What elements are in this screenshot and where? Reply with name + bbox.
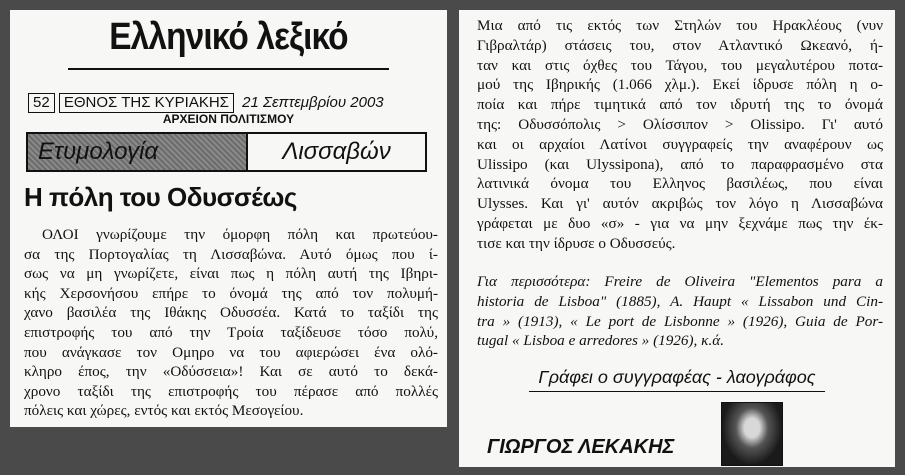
text-line: Γιβραλτάρ) στάσεις του, στον Ατλαντικό Ωκεανό, ή- bbox=[477, 36, 883, 54]
text-line: ποία και πήρε τιμητικά από τον ιδρυτή της το όνομά bbox=[477, 96, 883, 114]
right-column bbox=[459, 10, 895, 467]
text-line: επιστροφής του από την Τροία ταξίδευσε τόσο πολύ, bbox=[24, 323, 438, 341]
title-divider bbox=[68, 68, 389, 70]
text-line: χρονο ταξίδι της επιστροφής του πέρασε από πολλές bbox=[24, 382, 438, 400]
references bbox=[477, 272, 883, 351]
text-line: κληρο έπος, την «Οδύσσεια»! Και σε αυτό το δεκά- bbox=[24, 363, 438, 381]
article-body-left bbox=[24, 225, 438, 421]
reference-line: historia de Lisboa" (1885), A. Haupt « Lissabon und Cin- bbox=[477, 292, 883, 310]
text-line: και οι αρχαίοι Λατίνοι συγγραφείς την αναφέρουν ως bbox=[477, 135, 883, 153]
newspaper-name: ΕΘΝΟΣ ΤΗΣ ΚΥΡΙΑΚΗΣ bbox=[59, 93, 234, 113]
publication-info bbox=[28, 93, 384, 113]
text-line: χανο βασιλέα της Ιθάκης Οδυσσέα. Κατά το ταξίδι της bbox=[24, 304, 438, 322]
publication-date: 21 Σεπτεμβρίου 2003 bbox=[242, 94, 384, 111]
text-line: Μια από τις εκτός των Στηλών του Ηρακλέους (νυν bbox=[477, 17, 883, 34]
reference-line: tra » (1913), « Le port de Lisbonne » (1926), Guia de Por- bbox=[477, 312, 883, 330]
text-line: πόλεις και χώρες, εντός και εκτός Μεσογείου. bbox=[24, 402, 304, 420]
author-photo bbox=[721, 402, 783, 466]
text-line: ταν και στις όχθες του Τάγου, του μεγαλυτέρου ποτα- bbox=[477, 56, 883, 74]
reference-line: tugal « Lisboa e arredores » (1926), κ.ά. bbox=[477, 332, 725, 350]
text-line: σως να μη γνωρίζετε, είναι πως η πόλη αυτή της Ιβηρι- bbox=[24, 265, 438, 283]
text-line: σα της Πορτογαλίας τη Λισσαβώνα. Αυτό όμως που ί- bbox=[24, 245, 438, 263]
entry-word: Λισσαβών bbox=[246, 134, 425, 170]
article-body-right bbox=[477, 16, 883, 254]
reference-line: Για περισσότερα: Freire de Oliveira "Elementos para a bbox=[477, 273, 883, 290]
text-line: τισε και την ίδρυσε ο Οδυσσεύς. bbox=[477, 234, 676, 252]
dictionary-title: Ελληνικό λεξικό bbox=[109, 16, 348, 58]
text-line: γράφεται με δυο «σ» - για να μην ξεχνάμε πως την έκ- bbox=[477, 214, 883, 232]
category-bar bbox=[26, 132, 427, 172]
author-name: ΓΙΩΡΓΟΣ ΛΕΚΑΚΗΣ bbox=[487, 436, 675, 458]
archive-label: ΑΡΧΕΙΟΝ ΠΟΛΙΤΙΣΜΟΥ bbox=[162, 112, 295, 126]
text-line: που ανάγκασε τον Ομηρο να του αφιερώσει ένα ολό- bbox=[24, 343, 438, 361]
text-line: της: Οδυσσόπολις > Ολίσσιπον > Olissipo. Γι' αυτό bbox=[477, 115, 883, 133]
text-line: μού της Ιβηρικής (1.066 χλμ.). Εκεί ίδρυσε πόλη η ο- bbox=[477, 76, 883, 94]
category-label: Ετυμολογία bbox=[28, 134, 246, 170]
article-headline: Η πόλη του Οδυσσέως bbox=[24, 182, 297, 212]
text-line: Ulissipo (και Ulyssipona), από το παραφρασμένο στα bbox=[477, 155, 883, 173]
text-line: ΟΛΟΙ γνωρίζουμε την όμορφη πόλη και πρωτεύου- bbox=[42, 226, 438, 243]
byline: Γράφει ο συγγραφέας - λαογράφος bbox=[538, 367, 816, 387]
page-number: 52 bbox=[28, 93, 55, 113]
left-column bbox=[10, 10, 447, 427]
text-line: λατινικά όνομα του Ελληνος βασιλέως, που είναι bbox=[477, 175, 883, 193]
byline-divider bbox=[529, 391, 825, 392]
text-line: Ulysses. Και γι' αυτόν ακριβώς τον λόγο η Λισσαβώνα bbox=[477, 195, 883, 213]
text-line: κής Χερσονήσου επήρε το όνομά της από τον πολυμή- bbox=[24, 284, 438, 302]
